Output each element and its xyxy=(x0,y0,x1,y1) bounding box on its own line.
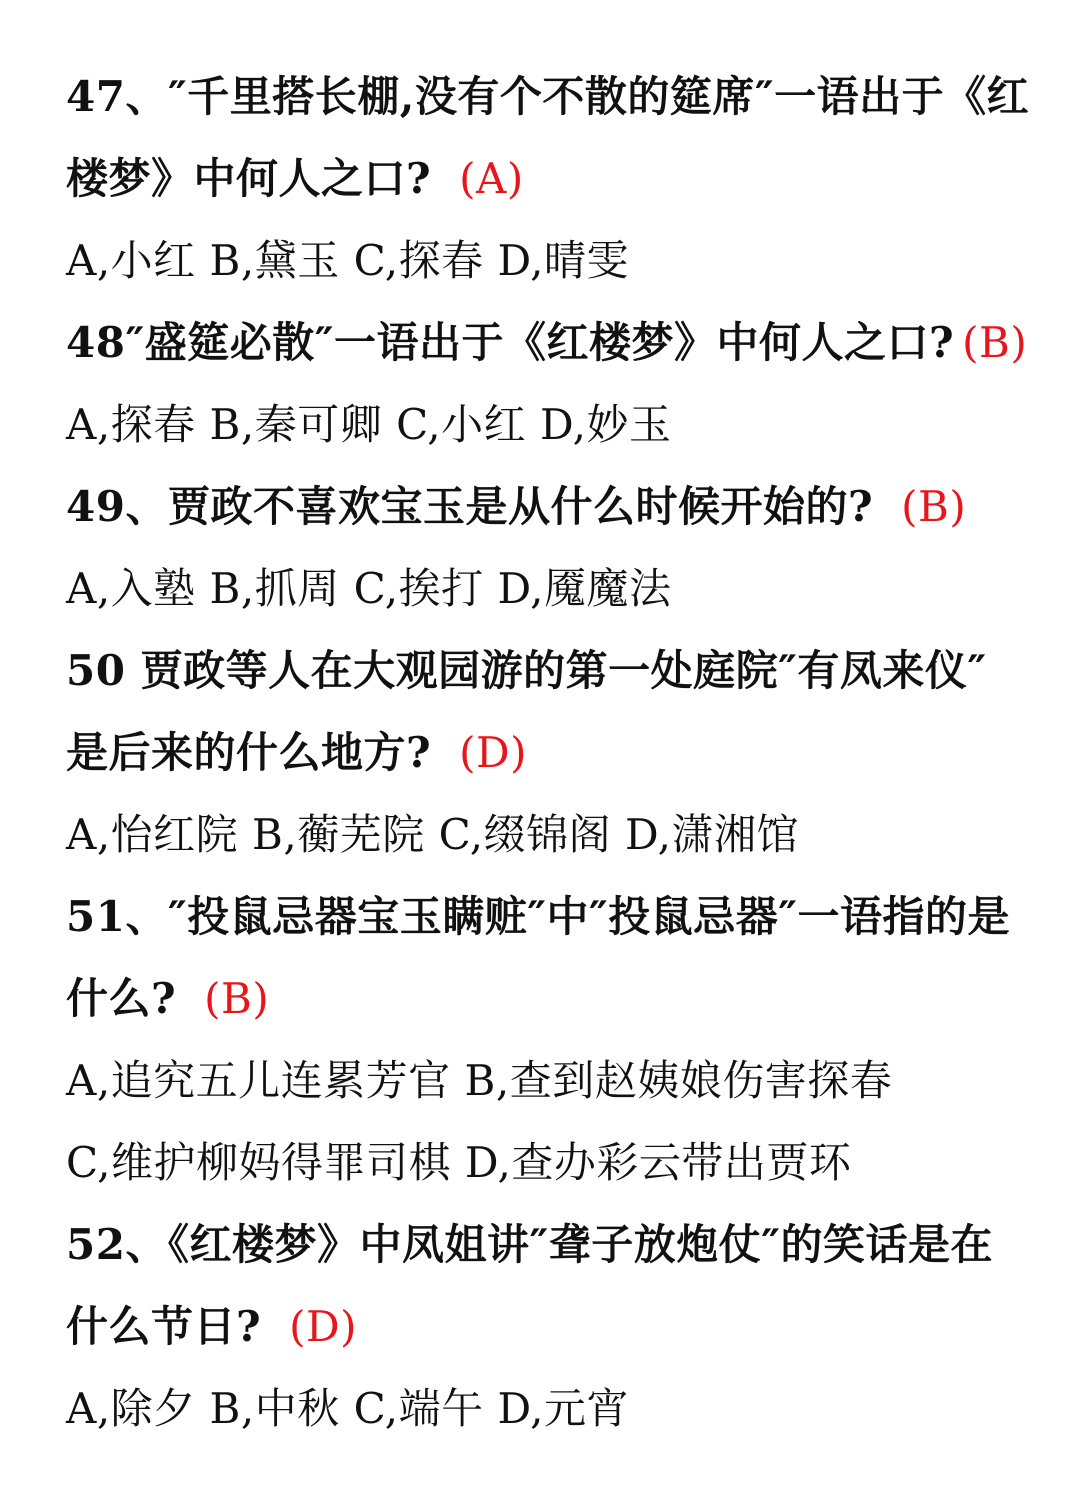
question-text: 49、贾政不喜欢宝玉是从什么时候开始的? xyxy=(66,482,874,531)
question-text-line xyxy=(66,712,1040,794)
question-text-line xyxy=(66,958,1040,1040)
options-text: A,追究五儿连累芳官 B,查到赵姨娘伤害探春 xyxy=(66,1056,893,1105)
question-text: 51、″投鼠忌器宝玉瞒赃″中″投鼠忌器″一语指的是 xyxy=(66,892,1011,941)
question-48 xyxy=(66,302,1040,466)
question-text-line xyxy=(66,138,1040,220)
question-text-line xyxy=(66,876,1040,958)
question-text-line xyxy=(66,1204,1040,1286)
options-line xyxy=(66,220,1040,302)
question-text: 是后来的什么地方? xyxy=(66,728,432,777)
answer-label: (D) xyxy=(459,728,528,777)
question-text: 楼梦》中何人之口? xyxy=(66,154,432,203)
options-text: A,探春 B,秦可卿 C,小红 D,妙玉 xyxy=(66,400,672,449)
question-51 xyxy=(66,876,1040,1204)
question-text: 什么节日? xyxy=(66,1302,262,1351)
question-49 xyxy=(66,466,1040,630)
answer-label: (B) xyxy=(901,482,967,531)
options-text: A,小红 B,黛玉 C,探春 D,晴雯 xyxy=(66,236,629,285)
question-text-line xyxy=(66,466,1040,548)
options-line xyxy=(66,548,1040,630)
options-line xyxy=(66,1122,1040,1204)
question-text: 48″盛筵必散″一语出于《红楼梦》中何人之口? xyxy=(66,318,955,367)
question-text-line xyxy=(66,56,1040,138)
answer-label: (B) xyxy=(962,318,1028,367)
question-text-line xyxy=(66,630,1040,712)
question-text: 52、《红楼梦》中凤姐讲″聋子放炮仗″的笑话是在 xyxy=(66,1220,993,1269)
answer-label: (D) xyxy=(289,1302,358,1351)
options-text: A,怡红院 B,蘅芜院 C,缀锦阁 D,潇湘馆 xyxy=(66,810,799,859)
question-text: 50 贾政等人在大观园游的第一处庭院″有凤来仪″ xyxy=(66,646,987,695)
question-52 xyxy=(66,1204,1040,1450)
question-text-line xyxy=(66,1286,1040,1368)
options-line xyxy=(66,1040,1040,1122)
options-text: A,除夕 B,中秋 C,端午 D,元宵 xyxy=(66,1384,629,1433)
question-text: 什么? xyxy=(66,974,177,1023)
question-47 xyxy=(66,56,1040,302)
answer-label: (A) xyxy=(459,154,524,203)
answer-label: (B) xyxy=(204,974,270,1023)
question-text-line xyxy=(66,302,1040,384)
question-50 xyxy=(66,630,1040,876)
options-line xyxy=(66,384,1040,466)
options-line xyxy=(66,794,1040,876)
options-text: C,维护柳妈得罪司棋 D,查办彩云带出贾环 xyxy=(66,1138,852,1187)
question-text: 47、″千里搭长棚,没有个不散的筵席″一语出于《红 xyxy=(66,72,1030,121)
options-line xyxy=(66,1368,1040,1450)
options-text: A,入塾 B,抓周 C,挨打 D,魇魔法 xyxy=(66,564,672,613)
